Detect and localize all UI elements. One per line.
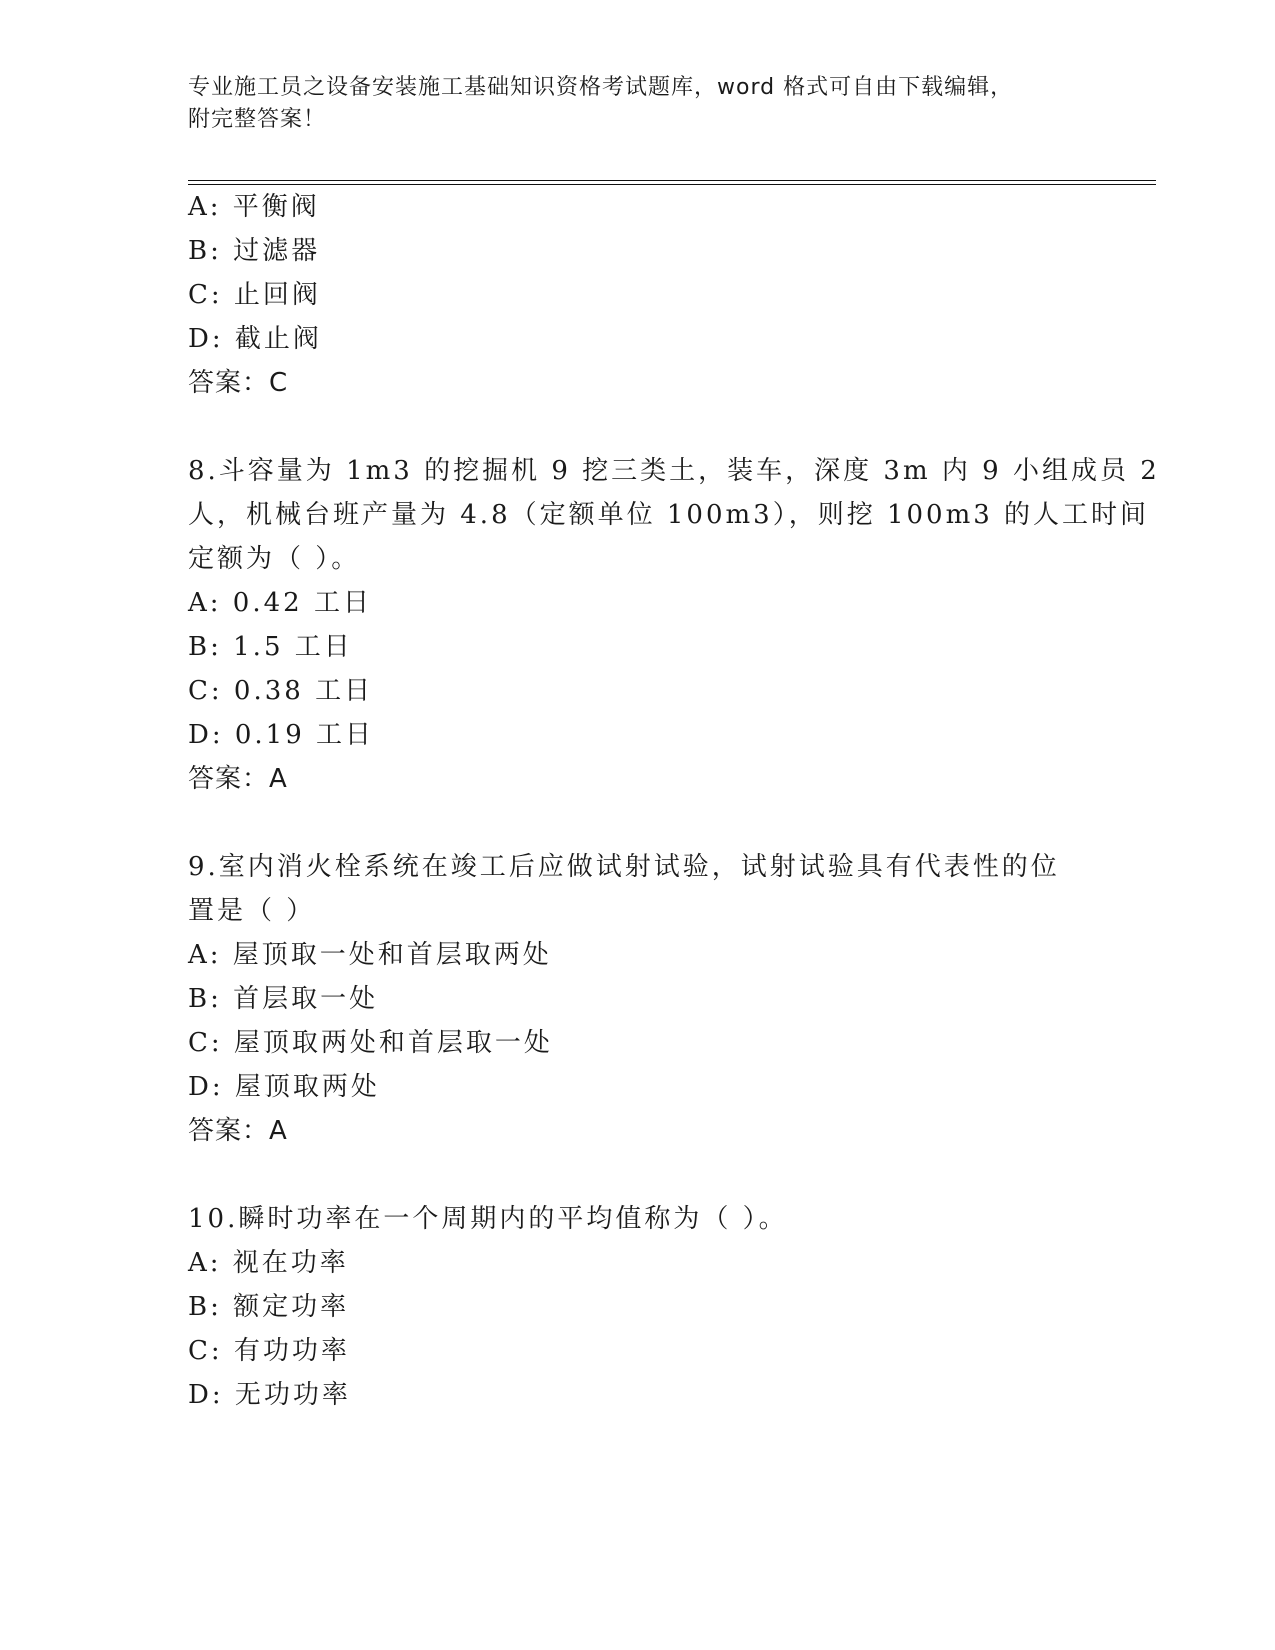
q9-option-d: D: 屋顶取两处	[188, 1072, 380, 1102]
q9-answer: 答案：A	[188, 1116, 288, 1146]
q8-answer: 答案：A	[188, 764, 288, 794]
q8-option-b: B: 1.5 工日	[188, 632, 353, 662]
q9-option-c: C: 屋顶取两处和首层取一处	[188, 1028, 553, 1058]
q9-stem-line-2: 置是（ ）	[188, 896, 316, 926]
q9-option-a: A: 屋顶取一处和首层取两处	[188, 940, 552, 970]
q9-stem-line-1: 9.室内消火栓系统在竣工后应做试射试验，试射试验具有代表性的位	[188, 852, 1060, 882]
q8-option-c: C: 0.38 工日	[188, 676, 374, 706]
q8-option-d: D: 0.19 工日	[188, 720, 375, 750]
q7-option-b: B: 过滤器	[188, 236, 321, 266]
q10-option-b: B: 额定功率	[188, 1292, 350, 1322]
header-divider-top	[188, 180, 1156, 181]
q10-option-c: C: 有功功率	[188, 1336, 350, 1366]
header-divider-bottom	[188, 184, 1156, 185]
q8-stem-line-1: 8.斗容量为 1m3 的挖掘机 9 挖三类土，装车，深度 3m 内 9 小组成员 2	[188, 456, 1160, 486]
header-line-2: 附完整答案！	[188, 107, 327, 132]
q10-option-a: A: 视在功率	[188, 1248, 349, 1278]
header-line-1: 专业施工员之设备安装施工基础知识资格考试题库，word 格式可自由下载编辑，	[188, 75, 1014, 100]
q10-option-d: D: 无功功率	[188, 1380, 351, 1410]
q7-option-d: D: 截止阀	[188, 324, 322, 354]
q7-option-a: A: 平衡阀	[188, 192, 320, 222]
q7-answer: 答案：C	[188, 368, 289, 398]
document-header	[188, 72, 1088, 136]
q8-stem-line-3: 定额为（ ）。	[188, 544, 361, 574]
q8-option-a: A: 0.42 工日	[188, 588, 372, 618]
q8-stem-line-2: 人，机械台班产量为 4.8（定额单位 100m3），则挖 100m3 的人工时间	[188, 500, 1150, 530]
q9-option-b: B: 首层取一处	[188, 984, 379, 1014]
q10-stem-line-1: 10.瞬时功率在一个周期内的平均值称为（ ）。	[188, 1204, 788, 1234]
q7-option-c: C: 止回阀	[188, 280, 321, 310]
